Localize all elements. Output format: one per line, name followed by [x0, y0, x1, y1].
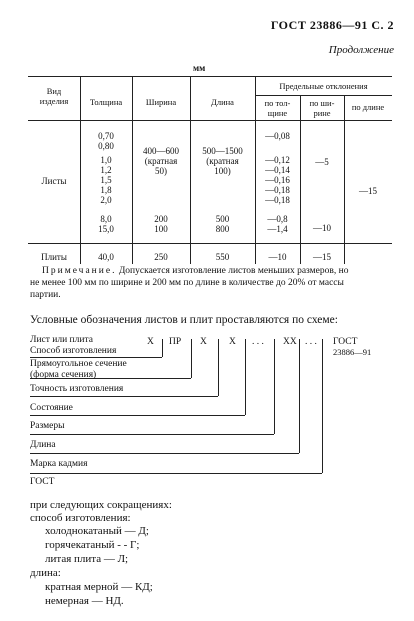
units-label: мм: [193, 63, 206, 73]
plates-tol-thickness: —10: [268, 252, 287, 262]
scheme-title: Условные обозначения листов и плит проставляются по схеме:: [30, 314, 338, 326]
scheme-code-3: X: [200, 337, 207, 347]
scheme-code-5: . . .: [252, 337, 264, 347]
header-thickness: Толщина: [89, 97, 123, 107]
abbrev-length-random: немерная — НД.: [45, 595, 124, 607]
scheme-row-section: Прямоугольное сечение (форма сечения): [30, 359, 127, 380]
row-label-plates: Плиты: [41, 252, 67, 262]
scheme-code-6: XX: [283, 337, 297, 347]
header-width: Ширина: [145, 97, 177, 107]
continuation-label: Продолжение: [328, 44, 394, 56]
scheme-row-length: Длина: [30, 440, 56, 450]
header-kind: Вид изделия: [39, 86, 69, 106]
abbrev-item-cast: литая плита — Л;: [45, 553, 129, 565]
scheme-row-state: Состояние: [30, 403, 73, 413]
length-group-1-2: 500—1500 (кратная 100): [202, 146, 243, 176]
header-tolerances: Предельные отклонения: [279, 81, 368, 91]
tol-thickness-group-2: —0,12 —0,14 —0,16 —0,18 —0,18: [265, 155, 290, 205]
header-tol-thickness: по тол- щине: [264, 98, 291, 118]
row-label-sheets: Листы: [41, 176, 67, 186]
scheme-row-grade: Марка кадмия: [30, 459, 88, 469]
abbrev-item-cold: холоднокатаный — Д;: [45, 525, 149, 537]
scheme-label-method: Способ изготовления: [30, 346, 117, 356]
plates-tol-width: —15: [313, 252, 331, 262]
width-group-3: 200 100: [154, 214, 168, 234]
scheme-row-accuracy: Точность изготовления: [30, 384, 124, 394]
scheme-code-7: . . .: [305, 337, 317, 347]
note-line-2: не менее 100 мм по ширине и 200 мм по длине в количестве до 20% от массы: [30, 278, 344, 288]
thickness-group-3: 8,0 15,0: [98, 214, 114, 234]
thickness-group-1: 0,70 0,80: [98, 131, 114, 151]
scheme-code-4: X: [229, 337, 236, 347]
tol-width-sheets-mid: —5: [315, 157, 329, 167]
note-line-1: Примечание. Допускается изготовление листов меньших размеров, но: [42, 266, 349, 276]
width-group-1-2: 400—600 (кратная 50): [143, 146, 179, 176]
tol-width-sheets-bottom: —10: [313, 223, 331, 233]
header-tol-length: по длине: [351, 102, 385, 112]
plates-width: 250: [154, 252, 168, 262]
tol-thickness-group-1: —0,08: [265, 131, 290, 141]
tol-length-sheets: —15: [359, 186, 377, 196]
plates-thickness: 40,0: [98, 252, 114, 262]
abbrev-length-multiple: кратная мерной — КД;: [45, 581, 153, 593]
header-tol-width: по ши- рине: [309, 98, 335, 118]
scheme-row-gost: ГОСТ: [30, 477, 55, 487]
abbrev-intro: при следующих сокращениях:: [30, 499, 172, 511]
tol-thickness-group-3: —0,8 —1,4: [267, 214, 288, 234]
length-group-3: 500 800: [215, 214, 230, 234]
scheme-code-2: ПР: [169, 337, 182, 347]
thickness-group-2: 1,0 1,2 1,5 1,8 2,0: [100, 155, 112, 205]
scheme-code-1: X: [147, 337, 154, 347]
scheme-gost-ref: ГОСТ 23886—91: [333, 337, 372, 357]
abbrev-item-hot: горячекатаный - - Г;: [45, 539, 140, 551]
plates-length: 550: [215, 252, 230, 262]
page-header: ГОСТ 23886—91 С. 2: [270, 18, 394, 32]
scheme-row-sizes: Размеры: [30, 421, 65, 431]
scheme-label-sheet-or-plate: Лист или плита: [30, 335, 93, 345]
abbrev-method: способ изготовления:: [30, 512, 131, 524]
header-length: Длина: [211, 97, 234, 107]
abbrev-length: длина:: [30, 567, 61, 579]
note-line-3: партии.: [30, 290, 61, 300]
